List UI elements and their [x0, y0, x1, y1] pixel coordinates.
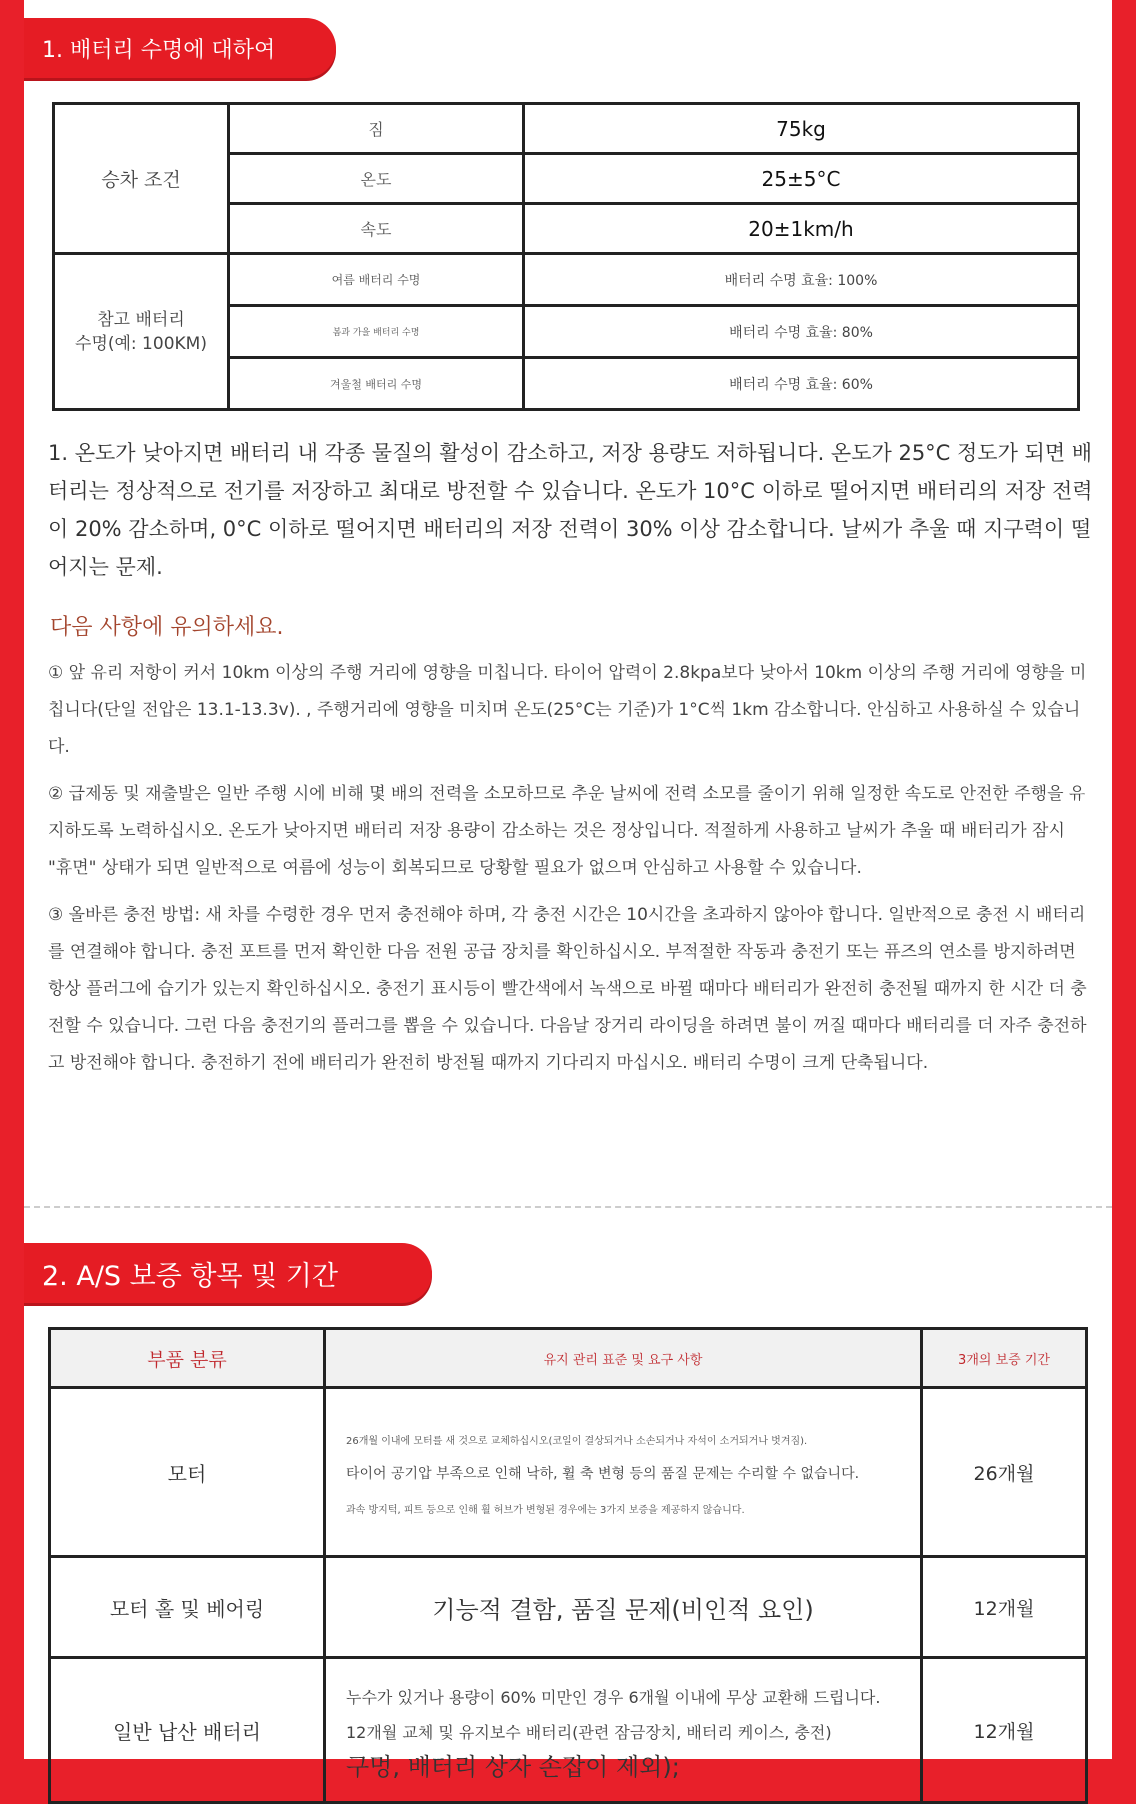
standard-cell [325, 1658, 922, 1803]
notes-list [48, 655, 1093, 1092]
standard-line: 26개월 이내에 모터를 새 것으로 교체하십시오(코일이 결상되거나 소손되거나 자석이 소거되거나 벗겨짐). [346, 1436, 808, 1447]
standard-line: 타이어 공기압 부족으로 인해 낙하, 휠 축 변형 등의 품질 문제는 수리할 수 없습니다. [346, 1466, 860, 1482]
warranty-period: 12개월 [922, 1557, 1087, 1658]
condition-value: 75kg [524, 104, 1079, 154]
reference-value: 배터리 수명 효율: 100% [524, 254, 1079, 306]
part-name: 모터 홀 및 베어링 [50, 1557, 325, 1658]
standard-cell [325, 1388, 922, 1557]
table-row [50, 1557, 1087, 1658]
reference-label: 참고 배터리 수명(예: 100KM) [54, 254, 229, 410]
standard-line: 12개월 교체 및 유지보수 배터리(관련 잠금장치, 배터리 케이스, 충전) [346, 1722, 832, 1742]
condition-name: 온도 [229, 154, 524, 204]
section2-title: 2. A/S 보증 항목 및 기간 [42, 1260, 338, 1292]
header-period: 3개의 보증 기간 [922, 1329, 1087, 1388]
header-part: 부품 분류 [50, 1329, 325, 1388]
condition-value: 25±5°C [524, 154, 1079, 204]
table-row [54, 104, 1079, 154]
warranty-table [48, 1327, 1088, 1804]
note-item: ① 앞 유리 저항이 커서 10km 이상의 주행 거리에 영향을 미칩니다. 타이어 압력이 2.8kpa보다 낮아서 10km 이상의 주행 거리에 영향을 미칩니다(단일 전압은 13.1-13.3v). , 주행거리에 영향을 미치며 온도(25°C는 기준)가 1°C씩 1km 감소합니다. 안심하고 사용하실 수 있습니다. [48, 663, 1087, 757]
section-divider [24, 1206, 1112, 1208]
section1-title-tab [24, 18, 336, 78]
note-item: ③ 올바른 충전 방법: 새 차를 수령한 경우 먼저 충전해야 하며, 각 충전 시간은 10시간을 초과하지 않아야 합니다. 일반적으로 충전 시 배터리를 연결해야 합니다. 충전 포트를 먼저 확인한 다음 전원 공급 장치를 확인하십시오. 부적절한 작동과 충전기 또는 퓨즈의 연소를 방지하려면 항상 플러그에 습기가 있는지 확인하십시오. 충전기 표시등이 빨간색에서 녹색으로 바뀔 때마다 배터리가 완전히 충전될 때까지 한 시간 더 충전할 수 있습니다. 그런 다음 충전기의 플러그를 뽑을 수 있습니다. 다음날 장거리 라이딩을 하려면 불이 꺼질 때마다 배터리를 더 자주 충전하고 방전해야 합니다. 충전하기 전에 배터리가 완전히 방전될 때까지 기다리지 마십시오. 배터리 수명이 크게 단축됩니다. [48, 905, 1087, 1073]
table-header-row [50, 1329, 1087, 1388]
reference-name: 여름 배터리 수명 [229, 254, 524, 306]
standard-line: 누수가 있거나 용량이 60% 미만인 경우 6개월 이내에 무상 교환해 드립니다. [346, 1687, 881, 1707]
reference-name: 겨울철 배터리 수명 [229, 358, 524, 410]
section1-title: 1. 배터리 수명에 대하여 [42, 37, 276, 63]
header-standard: 유지 관리 표준 및 요구 사항 [325, 1329, 922, 1388]
standard-cell [325, 1557, 922, 1658]
part-name: 모터 [50, 1388, 325, 1557]
riding-condition-table [52, 102, 1080, 411]
reference-name: 봄과 가을 배터리 수명 [229, 306, 524, 358]
warranty-period: 26개월 [922, 1388, 1087, 1557]
condition-value: 20±1km/h [524, 204, 1079, 254]
page-sheet [24, 0, 1112, 1781]
reference-value: 배터리 수명 효율: 80% [524, 306, 1079, 358]
battery-temperature-paragraph: 1. 온도가 낮아지면 배터리 내 각종 물질의 활성이 감소하고, 저장 용량도 저하됩니다. 온도가 25°C 정도가 되면 배터리는 정상적으로 전기를 저장하고 최대로 방전할 수 있습니다. 온도가 10°C 이하로 떨어지면 배터리의 저장 전력이 20% 감소하며, 0°C 이하로 떨어지면 배터리의 저장 전력이 30% 이상 감소합니다. 날씨가 추울 때 지구력이 떨어지는 문제. [48, 441, 1093, 579]
condition-name: 속도 [229, 204, 524, 254]
table-row [50, 1388, 1087, 1557]
standard-line: 기능적 결함, 품질 문제(비인적 요인) [432, 1595, 814, 1624]
table-row [54, 254, 1079, 306]
note-item: ② 급제동 및 재출발은 일반 주행 시에 비해 몇 배의 전력을 소모하므로 추운 날씨에 전력 소모를 줄이기 위해 일정한 속도로 안전한 주행을 유지하도록 노력하십시오. 온도가 낮아지면 배터리 저장 용량이 감소하는 것은 정상입니다. 적절하게 사용하고 날씨가 추울 때 배터리가 잠시 "휴면" 상태가 되면 일반적으로 여름에 성능이 회복되므로 당황할 필요가 없으며 안심하고 사용할 수 있습니다. [48, 784, 1086, 878]
table-row [50, 1658, 1087, 1803]
warranty-period: 12개월 [922, 1658, 1087, 1803]
condition-label: 승차 조건 [54, 104, 229, 254]
standard-line: 구멍, 배터리 상자 손잡이 제외); [346, 1752, 680, 1781]
condition-name: 짐 [229, 104, 524, 154]
section2-title-tab [24, 1243, 432, 1303]
notice-title: 다음 사항에 유의하세요. [50, 615, 284, 640]
reference-value: 배터리 수명 효율: 60% [524, 358, 1079, 410]
standard-line: 과속 방지턱, 피트 등으로 인해 휠 허브가 변형된 경우에는 3가지 보증을 제공하지 않습니다. [346, 1505, 745, 1516]
part-name: 일반 납산 배터리 [50, 1658, 325, 1803]
